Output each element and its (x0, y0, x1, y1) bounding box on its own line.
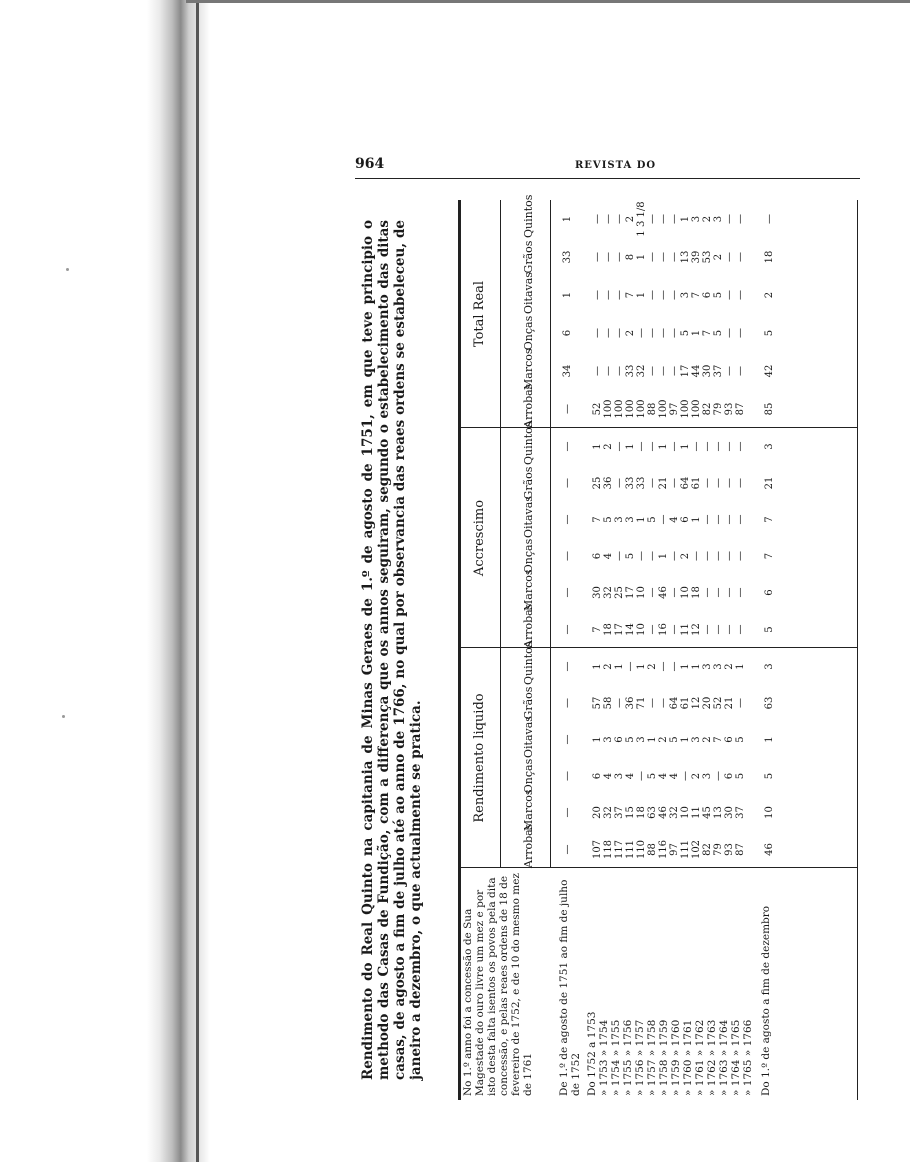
col-arrobas: Arrobas (522, 823, 535, 868)
cell: — — — 33 32 — — — 17 44 30 37 — — (592, 364, 746, 378)
cell: 1 (764, 736, 775, 743)
table-bottom-rule (857, 200, 858, 1100)
col-graos: Grãos (522, 240, 535, 274)
col-marcos: Marcos (522, 789, 535, 831)
cell: 63 (764, 696, 775, 710)
page-top-edge (186, 0, 910, 3)
cell: 1 2 1 — 1 2 — — 1 1 3 3 2 1 (592, 661, 746, 672)
cell: 107 118 117 111 110 88 116 97 111 102 82 79 93 87 (592, 839, 746, 860)
running-head: REVISTA DO (575, 160, 657, 171)
rotated-content (360, 194, 860, 1100)
cell: 6 (562, 329, 573, 337)
cell: 57 58 — 36 71 — — 64 61 12 20 52 21 — (592, 696, 746, 710)
cell: 21 (764, 476, 775, 490)
cell: — (562, 734, 573, 745)
row-label-first-year: No 1.º anno foi a concessão de Sua Magestade do ouro livre um mez e por isto desta falta isentos os povos pela dita concessão, e pelas reaes ordens de 18 de fevereiro de 1752, e de 10 do mesmo mez de 1761 (462, 869, 534, 1096)
row-label-final: Do 1.º de agosto a fim de dezembro (760, 905, 772, 1096)
cell: — (562, 624, 573, 635)
col-oncas: Onças (522, 538, 535, 574)
cell: 6 4 — 5 — — 1 — 2 — — — — — (592, 551, 746, 561)
cell: 1 (562, 215, 573, 223)
col-oncas: Onças (522, 758, 535, 794)
row-label-1751-1752: De 1.º de agosto de 1751 ao fim de julho de 1752 (558, 876, 582, 1096)
col-oitavas: Oitavas (522, 716, 535, 758)
group-accrescimo: Accrescimo (472, 499, 487, 577)
cell: 7 (764, 516, 775, 523)
cell: — (562, 807, 573, 818)
col-quintos: Quintos (522, 194, 535, 238)
cell: — (562, 478, 573, 488)
cell: — (562, 587, 573, 598)
col-oitavas: Oitavas (522, 272, 535, 314)
cell: 33 (562, 250, 573, 264)
column-header-rule (550, 200, 551, 868)
col-graos: Grãos (522, 686, 535, 720)
group-rendimento-liquido: Rendimento liquido (472, 693, 487, 823)
col-quintos: Quintos (522, 421, 535, 465)
col-oncas: Onças (522, 315, 535, 351)
cell: 25 36 — 33 33 — 21 — 64 61 — — — — (592, 476, 746, 490)
group-total-real: Total Real (472, 280, 487, 348)
row-label-year-list: Do 1752 a 1753 » 1753 » 1754 » 1754 » 1755 » 1755 » 1756 » 1756 » 1757 » 1757 » 1758 » 1758 » 1759 » 1759 » 1760 » 1760 » 1761 » 1761 » 1762 » 1762 » 1763 » 1763 » 1764 » 1764 » 1765 » 1765 » 1766 (586, 1011, 754, 1096)
cell: 10 (764, 806, 775, 819)
cell: — — — 2 1 3 1/8 — — — 1 3 2 3 — — (592, 201, 746, 237)
cell: — (562, 404, 573, 414)
cell: 52 100 100 100 100 88 100 97 100 100 82 79 93 87 (592, 399, 746, 419)
cell: 5 (764, 772, 775, 780)
cell: — — — 7 1 — — — 3 7 6 5 — — (592, 290, 746, 300)
cell: — (562, 698, 573, 708)
cell: 3 (764, 663, 775, 670)
cell: — (562, 441, 573, 452)
table-top-rule (458, 200, 461, 1100)
cell: 7 18 17 14 10 — 16 — 11 12 — — — — (592, 623, 746, 636)
book-binding (0, 0, 210, 1162)
cell: — — — 2 — — — — 5 1 7 5 — — (592, 328, 746, 338)
table-title: Rendimento do Real Quinto na capitania de Minas Geraes de 1.º de agosto de 1751, em que teve principio o methodo das Casas de Fundição, com a differença que os annos seguiram, segundo o estabelecimento das ditas casas, de agosto a fim de julho até ao anno de 1766, no qual por observancia das reaes ordens se estabeleceu, de janeiro a dezembro, o que actualmente se pratica. (360, 220, 424, 1080)
revenue-table (458, 194, 858, 1100)
cell: 6 (764, 589, 775, 596)
cell: — — — 8 1 — — — 13 39 53 2 — — (592, 250, 746, 264)
col-marcos: Marcos (522, 348, 535, 390)
cell: — (562, 661, 573, 672)
cell: 5 (764, 329, 775, 337)
col-marcos: Marcos (522, 569, 535, 611)
group-header-rule (500, 200, 501, 868)
page-number: 964 (355, 156, 385, 172)
cell: 6 4 3 4 — 5 4 4 — 2 3 — 6 5 (592, 771, 746, 781)
cell: — (562, 514, 573, 525)
cell: — (562, 771, 573, 781)
cell: 1 2 — 1 — — 1 — 1 — — — — — (592, 441, 746, 452)
cell: — (562, 844, 573, 855)
col-arrobas: Arrobas (522, 603, 535, 648)
cell: 85 (764, 402, 775, 416)
cell: 7 (764, 552, 775, 560)
cell: 20 32 37 15 18 63 46 32 10 11 45 13 30 37 (592, 806, 746, 819)
cell: 3 (764, 443, 775, 450)
header-rule (355, 178, 860, 179)
paper-speck (62, 715, 65, 718)
col-arrobas: Arrobas (522, 383, 535, 428)
cell: — (764, 214, 775, 224)
cell: 34 (562, 364, 573, 378)
cell: 2 (764, 291, 775, 299)
cell: 18 (764, 250, 775, 264)
cell: 1 3 6 5 3 1 2 5 1 3 2 7 6 5 (592, 736, 746, 743)
cell: 46 (764, 843, 775, 856)
cell: 30 32 25 17 10 — 46 — 10 18 — — — — (592, 586, 746, 599)
col-oitavas: Oitavas (522, 496, 535, 538)
binding-fold (196, 0, 199, 1162)
cell: 5 (764, 626, 775, 633)
col-graos: Grãos (522, 466, 535, 500)
col-quintos: Quintos (522, 641, 535, 685)
paper-speck (66, 268, 69, 271)
cell: 7 5 3 3 1 5 — 4 6 1 — — — — (592, 514, 746, 525)
cell: — (562, 551, 573, 561)
cell: 42 (764, 364, 775, 378)
cell: 1 (562, 291, 573, 299)
